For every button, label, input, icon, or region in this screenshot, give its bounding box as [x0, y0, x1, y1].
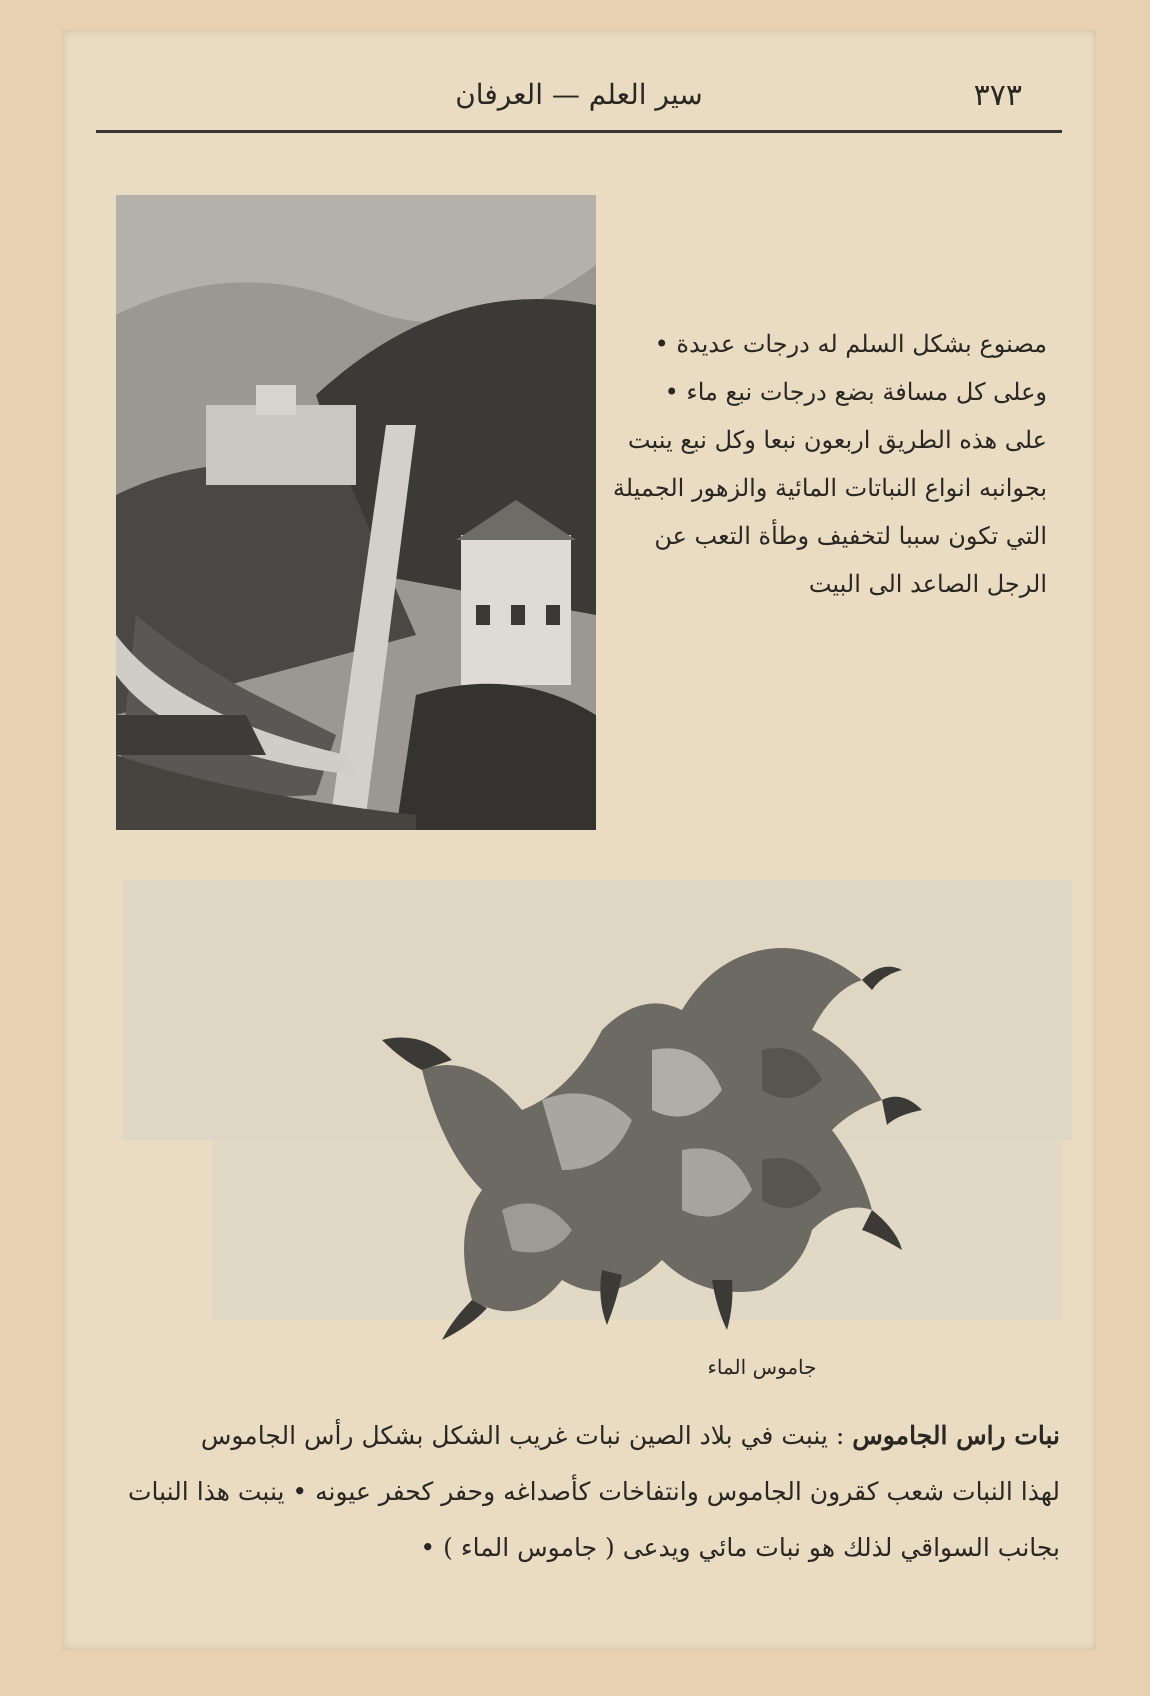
- side-text-line: على هذه الطريق اربعون نبعا وكل نبع ينبت: [627, 426, 1047, 454]
- side-text-line: مصنوع بشكل السلم له درجات عديدة •: [654, 330, 1047, 358]
- side-text-line: التي تكون سببا لتخفيف وطأة التعب عن: [654, 522, 1047, 550]
- side-text-line: الرجل الصاعد الى البيت: [808, 570, 1047, 598]
- running-title: سير العلم — العرفان: [455, 78, 703, 111]
- page-header: [96, 60, 1062, 133]
- article-line: بجانب السواقي لذلك هو نبات مائي ويدعى ( جاموس الماء ) •: [420, 1533, 1060, 1562]
- article-body: [96, 1408, 1060, 1576]
- photo-water-buffalo-plant: [382, 930, 942, 1350]
- photo-springs-road: [116, 195, 596, 830]
- article-line: لهذا النبات شعب كقرون الجاموس وانتفاخات كأصداغه وحفر كحفر عيونه • ينبت هذا النبات: [127, 1477, 1060, 1506]
- heading-separator: :: [827, 1421, 853, 1450]
- figure2-caption: جاموس الماء: [707, 1355, 817, 1379]
- book-page: [62, 30, 1096, 1650]
- page-number: ٣٧٣: [973, 78, 1022, 113]
- side-text-line: وعلى كل مسافة بضع درجات نبع ماء •: [664, 378, 1047, 406]
- side-text-line: بجوانبه انواع النباتات المائية والزهور الجميلة: [612, 474, 1047, 502]
- side-text: [612, 320, 1047, 608]
- article-heading: نبات راس الجاموس: [852, 1421, 1060, 1450]
- article-first-line: [96, 1408, 1060, 1464]
- article-line: ينبت في بلاد الصين نبات غريب الشكل بشكل رأس الجاموس: [200, 1421, 828, 1450]
